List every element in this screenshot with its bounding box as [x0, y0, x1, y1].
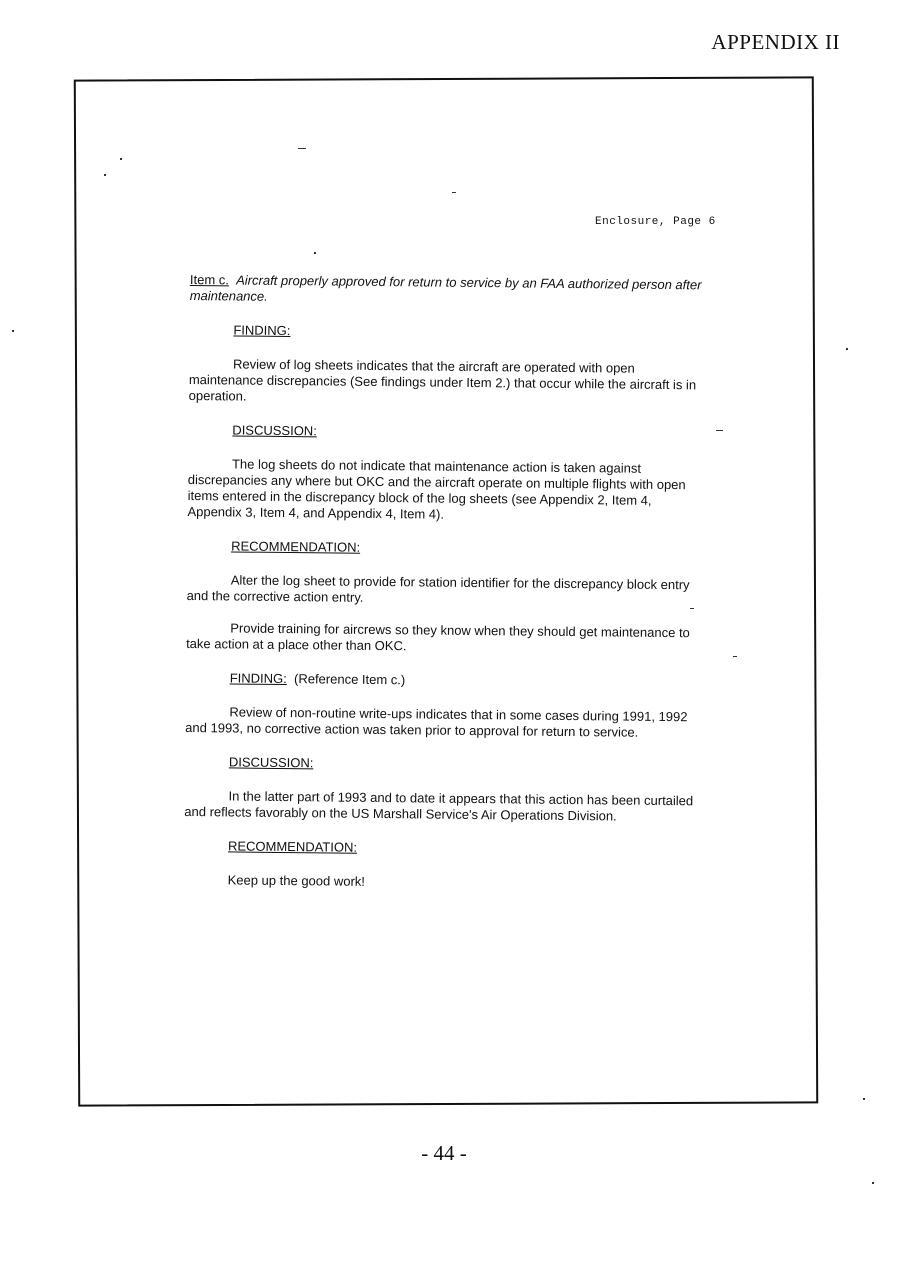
- finding-heading-2: FINDING:: [229, 670, 287, 687]
- discussion-heading-2: DISCUSSION:: [228, 754, 314, 771]
- item-heading: [190, 272, 710, 309]
- scan-speck: [120, 158, 122, 160]
- finding-text: Review of log sheets indicates that the aircraft are operated with open maintenance discrepancies (See findings under Item 2.) that occur while the aircraft is in operation.: [188, 356, 697, 404]
- finding-text-2: Review of non-routine write-ups indicates that in some cases during 1991, 1992 and 1993, no corrective action was taken prior to approval for return to service.: [185, 704, 688, 740]
- scan-speck: [104, 174, 106, 176]
- scan-speck: [298, 148, 306, 149]
- recommendation-heading-2: RECOMMENDATION:: [227, 838, 358, 855]
- scan-speck: [872, 1182, 874, 1184]
- item-label: Item c.: [189, 272, 230, 288]
- scan-speck: [846, 348, 848, 350]
- recommendation-text: Provide training for aircrews so they know when they should get maintenance to take action at a place other than OKC.: [186, 620, 690, 654]
- discussion-heading: DISCUSSION:: [232, 422, 317, 439]
- scan-speck: [863, 1098, 865, 1100]
- finding-heading-2-line: [230, 670, 706, 691]
- appendix-header: APPENDIX II: [711, 30, 840, 54]
- scan-speck: [452, 192, 456, 193]
- enclosure-page-label: Enclosure, Page 6: [595, 216, 716, 228]
- scan-speck: [314, 252, 316, 254]
- scan-speck: [733, 656, 737, 657]
- recommendation-text: Alter the log sheet to provide for station identifier for the discrepancy block entry and the corrective action entry.: [186, 572, 690, 605]
- scan-speck: [716, 430, 723, 431]
- document-body: [184, 272, 710, 893]
- discussion-text-2: In the latter part of 1993 and to date it appears that this action has been curtailed and reflects favorably on the US Marshall Service's Air Operations Division.: [184, 788, 694, 824]
- finding-heading: FINDING:: [233, 322, 291, 339]
- scan-speck: [690, 608, 694, 609]
- recommendation-text-2: Keep up the good work!: [227, 872, 366, 889]
- page-number: - 44 -: [421, 1141, 467, 1165]
- discussion-text: The log sheets do not indicate that maintenance action is taken against discrepancies any where but OKC and the aircraft operate on multiple flights with open items entered in the discrepancy block of the log sheets (see Appendix 2, Item 4, Appendix 3, Item 4, and Appendix 4, Item 4).: [187, 456, 686, 522]
- scan-speck: [12, 330, 14, 332]
- item-title: Aircraft properly approved for return to service by an FAA authorized person after maintenance.: [189, 272, 702, 304]
- finding-reference: (Reference Item c.): [293, 671, 406, 688]
- recommendation-heading: RECOMMENDATION:: [231, 538, 361, 555]
